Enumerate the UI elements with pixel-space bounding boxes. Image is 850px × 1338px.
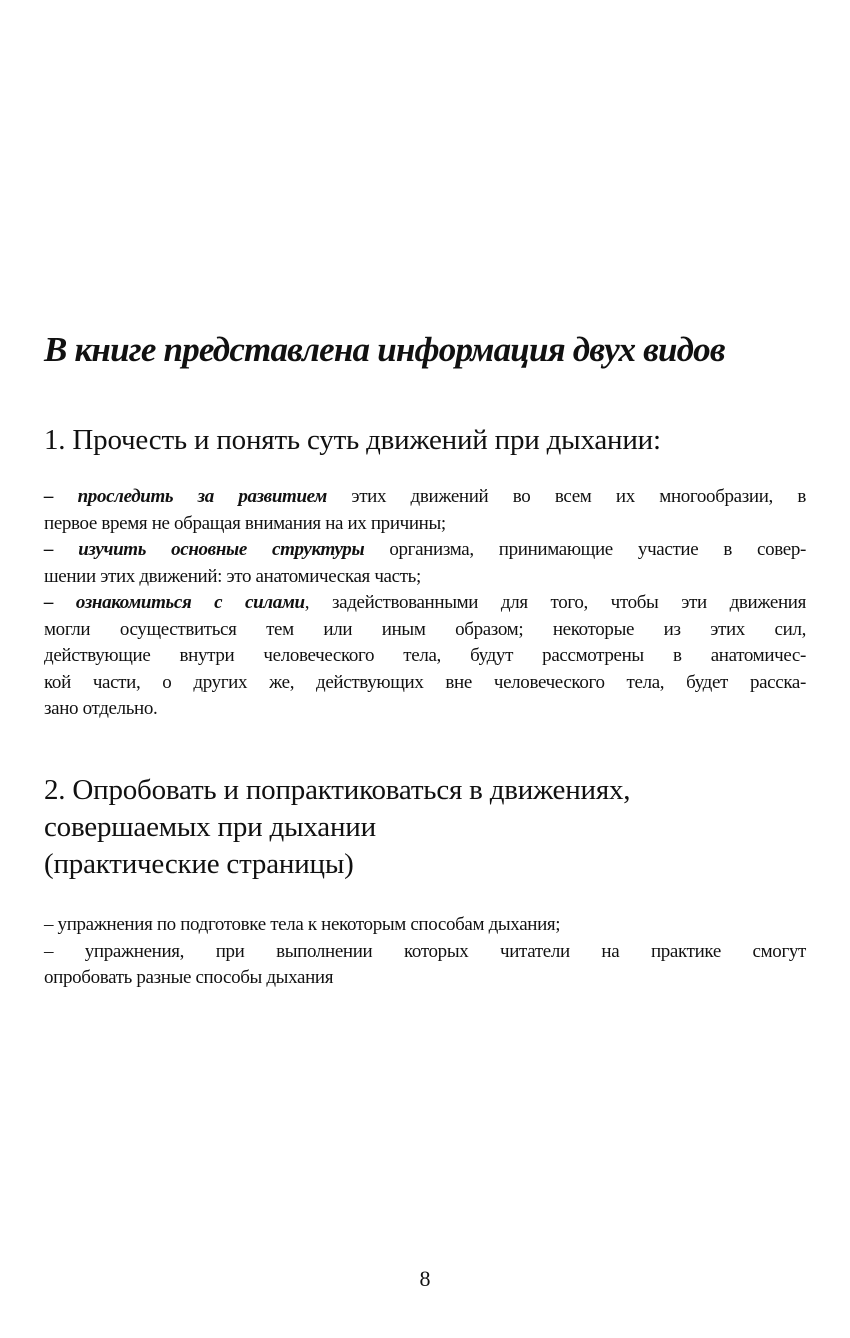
list-item-line: зано отдельно. [44,698,158,719]
list-item-line [44,537,806,564]
item-text: , задействованными для того, чтобы эти движения [304,592,806,613]
heading-line: совершаемых при дыхании [44,811,376,843]
list-item-line: действующие внутри человеческого тела, будут рассмотрены в анатомичес- [44,645,806,666]
heading-line: (практические страницы) [44,848,354,880]
section-1-list [44,484,806,723]
list-item-line: могли осуществиться тем или иным образом; некоторые из этих сил, [44,618,806,640]
list-item-line [44,590,806,617]
list-item-line: кой части, о других же, действующих вне человеческого тела, будет расска- [44,671,806,693]
item-lead: – ознакомиться с силами [44,592,305,613]
page-title: В книге представлена информация двух видов [44,330,725,369]
item-lead: – изучить основные структуры [44,539,365,560]
list-item-line [44,484,806,511]
list-item-line: – упражнения, при выполнении которых читатели на практике смогут [44,940,806,962]
list-item-line: первое время не обращая внимания на их причины; [44,512,446,534]
list-item-line: – упражнения по подготовке тела к некоторым способам дыхания; [44,914,561,935]
list-item-line: шении этих движений: это анатомическая часть; [44,565,421,587]
item-text: этих движений во всем их многообразии, в [326,486,806,507]
list-item-line: опробовать разные способы дыхания [44,967,334,988]
section-1-heading: 1. Прочесть и понять суть движений при дыхании: [44,424,661,456]
page-number: 8 [419,1266,431,1291]
section-2-list [44,912,806,992]
item-lead: – проследить за развитием [44,486,327,507]
heading-line: 2. Опробовать и попрактиковаться в движениях, [44,774,631,806]
item-text: организма, принимающие участие в совер- [364,539,806,560]
section-2-heading [44,772,806,883]
